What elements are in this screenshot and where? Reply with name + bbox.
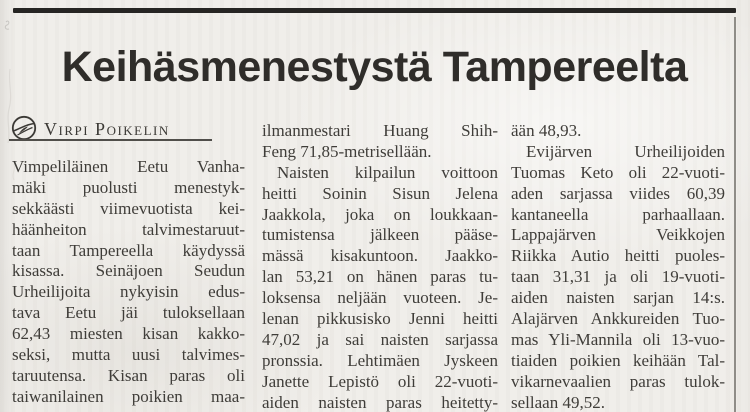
article-column-3 [511, 121, 725, 412]
article-line: heitti Soinin Sisun Jelena [262, 183, 498, 203]
article-line: aden sarjassa viides 60,39 [511, 183, 725, 203]
article-column-1 [12, 157, 245, 411]
article-line: 62,43 miesten kisan kakko- [12, 324, 245, 344]
article-line: 47,02 ja sai naisten sarjassa [262, 329, 498, 349]
article-line: Vimpeliläinen Eetu Vanha- [12, 157, 245, 176]
press-logo-icon [11, 115, 37, 141]
article-line: Janette Lepistö oli 22-vuoti- [262, 371, 498, 391]
article-line: mäki puolusti menestyk- [12, 177, 245, 197]
article-line: vikarnevaalien paras tulok- [511, 371, 725, 391]
top-rule [13, 8, 736, 13]
article-line: lenan pikkusisko Jenni heitti [262, 309, 498, 329]
byline-underline [9, 139, 212, 141]
article-line: Tuomas Keto oli 22-vuoti- [511, 162, 725, 182]
article-line: kantaneella parhaallaan. [511, 204, 725, 224]
article-line: häänheiton talvimestaruut- [12, 219, 245, 239]
article-line: Alajärven Ankkureiden Tuo- [511, 309, 725, 329]
article-headline: Keihäsmenestystä Tampereelta [61, 43, 688, 91]
article-line: mas Yli-Mannila oli 13-vuo- [511, 329, 725, 349]
article-line: tiaiden poikien keihään Tal- [511, 350, 725, 370]
article-line: tava Eetu jäi tuloksellaan [12, 303, 245, 323]
article-line: Evijärven Urheilijoiden [526, 141, 725, 161]
article-line: Feng 71,85-metrisellään. [262, 141, 432, 161]
article-line: taiwanilainen poikien maa- [12, 386, 245, 406]
article-line: mässä kisakuntoon. Jaakko- [262, 246, 498, 266]
article-column-2 [262, 121, 498, 412]
article-line: taan Tampereella käydyssä [12, 240, 245, 260]
article-line: Lappajärven Veikkojen [511, 225, 725, 245]
article-line: kisassa. Seinäjoen Seudun [12, 261, 245, 281]
byline [11, 113, 221, 147]
article-line: seksi, mutta uusi talvimes- [12, 345, 245, 365]
article-line: sellaan 49,52. [511, 392, 605, 412]
article-line: ilmanmestari Huang Shih- [262, 121, 498, 140]
article-line: taan 31,31 ja oli 19-vuoti- [511, 267, 725, 287]
article-line: Urheilijoita nykyisin edus- [12, 282, 245, 302]
byline-author: Virpi Poikelin [44, 119, 170, 139]
article-line: aiden naisten paras heitetty- [262, 392, 498, 412]
article-line: ään 48,93. [511, 121, 582, 140]
article-line: taruutensa. Kisan paras oli [12, 365, 245, 385]
article-line: pronssia. Lehtimäen Jyskeen [262, 350, 498, 370]
article-line: Riikka Autio heitti puoles- [511, 246, 725, 266]
article-line: tumistensa jälkeen pääse- [262, 225, 498, 245]
article-line: Jaakkola, joka on loukkaan- [262, 204, 498, 224]
article-line: lan 53,21 on hänen paras tu- [262, 267, 498, 287]
article-line: sekkäästi viimevuotista kei- [12, 198, 245, 218]
article-line: Naisten kilpailun voittoon [277, 162, 498, 182]
article-line: aiden naisten sarjan 14:s. [511, 288, 725, 308]
article-line: loksensa neljään vuoteen. Je- [262, 288, 498, 308]
